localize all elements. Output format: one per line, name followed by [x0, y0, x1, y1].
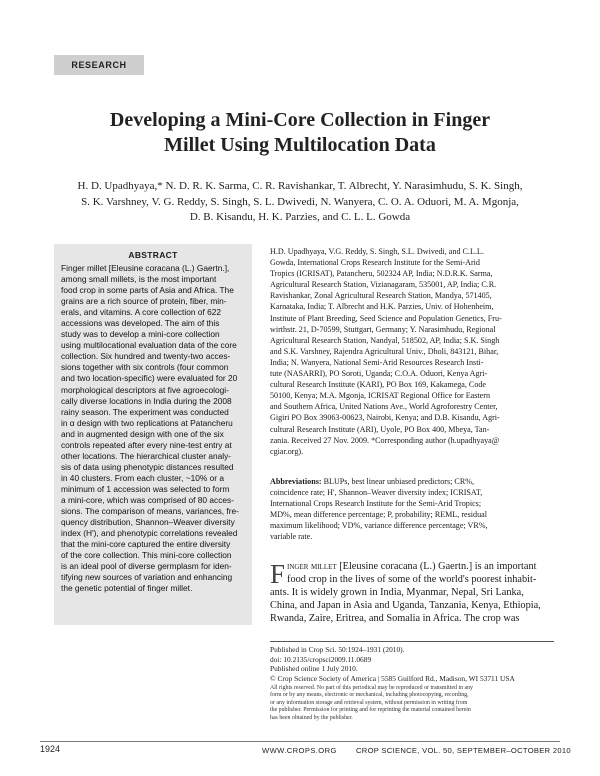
publication-info: Published in Crop Sci. 50:1924–1931 (2010). doi: 10.2135/cropsci2009.11.0689 Published online 1 July 2010. © Crop Science Society of America | 5585 Guilford Rd., Madison, WI 53711 USA [270, 641, 554, 683]
abbreviations-text: BLUPs, best linear unbiased predictors; CR%, coincidence rate; H′, Shannon–Weaver diversity index; ICRISAT, International Crops Research Institute for the Semi-Arid Tropics; MD%, mean difference percentage; P, probability; REML, residual maximum likelihood; VD%, variance difference percentage; VR%, variable rate. [270, 477, 488, 542]
title-line: Developing a Mini-Core Collection in Finger [109, 109, 491, 131]
author-affiliations: H.D. Upadhyaya, V.G. Reddy, S. Singh, S.L. Dwivedi, and C.L.L. Gowda, International Crops Research Institute for the Semi-Arid Tropics (ICRISAT), Patancheru, 502324 AP, India; N.D.R.K. Sarma, Agricultural Research Station, Vizianagaram, 535001, AP, India; C.R. Ravishankar, Zonal Agricultural Research Station, Mandya, 571405, Karnataka, India; T. Albrecht and H.K. Parzies, Univ. of Hohenheim, Institute of Plant Breeding, Seed Science and Population Genetics, Fru- wirthstr. 21, D-70599, Stuttgart, Germany; Y. Narasimhudu, Regional Agricultural Research Station, Nandyal, 518502, AP, India; S.K. Singh and S.K. Varshney, Rajendra Agricultural Univ., Dholi, 843121, Bihar, India; N. Wanyera, National Semi-Arid Resources Research Insti- tute (NASARRI), PO Soroti, Uganda; C.O.A. Oduori, Kenya Agri- cultural Research Institute (KARI), PO Box 169, Kakamega, Code 50100, Kenya; M.A. Mgonja, ICRISAT Regional Office for Eastern and Southern Africa, United Nations Ave., World Agroforestry Center, Gigiri PO Box 39063-00623, Nairobi, Kenya; and D.B. Kisandu, Agri- cultural Research Institute (ARI), Uyole, PO Box 400, Mbeya, Tan- zania. Received 27 Nov. 2009. *Corresponding author (h.upadhyaya@ cgiar.org). [270, 247, 502, 456]
journal-citation: CROP SCIENCE, VOL. 50, SEPTEMBER–OCTOBER 2010 [356, 746, 571, 755]
author-line: H. D. Upadhyaya,* N. D. R. K. Sarma, C. R. Ravishankar, T. Albrecht, Y. Narasimhudu, S. K. Singh, [77, 180, 523, 192]
footer-divider [40, 741, 560, 742]
author-line: D. B. Kisandu, H. K. Parzies, and C. L. L. Gowda [189, 211, 411, 223]
abbreviations-label: Abbreviations: [270, 477, 322, 486]
abstract-heading: ABSTRACT [128, 250, 178, 260]
intro-text: [Eleusine coracana (L.) Gaertn.] is an important food crop in the lives of some of the world's poorest inhabit- ants. It is widely grown in India, Myanmar, Nepal, Sri Lanka, China, and Japan in Asia and Uganda, Tanzania, Kenya, Ethiopia, Rwanda, Zaire, Eritrea, and Somalia in Africa. The crop was [270, 561, 541, 624]
abstract-box [54, 244, 252, 625]
introduction-paragraph [270, 561, 554, 626]
abstract-text: Finger millet [Eleusine coracana (L.) Gaertn.], among small millets, is the most important food crop in some parts of Asia and Africa. The grains are a rich source of protein, fiber, min- erals, and vitamins. A core collection of 622 accessions was developed. The aim of this study was to develop a mini-core collection using multilocational evaluation data of the core collection. Six hundred and twenty-two acces- sions together with six controls (four common and two location-specific) were evaluated for 20 morphological descriptors at five agroecologi- cally diverse locations in India during the 2008 rainy season. The experiment was conducted in α design with two replications at Patancheru and in augmented design with one of the six controls repeated after every nine-test entry at other locations. The hierarchical cluster analy- sis of data using phenotypic distances resulted in 40 clusters. From each cluster, ~10% or a minimum of 1 accession was selected to form a mini-core, which was comprised of 80 acces- sions. The comparison of means, variances, fre- quency distribution, Shannon–Weaver diversity index (H′), and phenotypic correlations revealed that the mini-core captured the entire diversity of the core collection. This mini-core collection is an ideal pool of diverse germplasm for iden- tifying new sources of variation and enhancing the genetic potential of finger millet. [61, 263, 239, 594]
intro-smallcaps: inger millet [287, 561, 337, 572]
abbreviations [270, 476, 554, 543]
title-line: Millet Using Multilocation Data [164, 134, 436, 156]
copyright-notice: All rights reserved. No part of this periodical may be reproduced or transmitted in any form or by any means, electronic or mechanical, including photocopying, recording, or any information storage and retrieval system, without permission in writing from the publisher. Permission for printing and for reprinting the material contained herein has been obtained by the publisher. [270, 685, 474, 721]
author-line: S. K. Varshney, V. G. Reddy, S. Singh, S. L. Dwivedi, N. Wanyera, C. O. A. Oduori, M. A. Mgonja, [81, 195, 519, 208]
journal-website-link[interactable]: WWW.CROPS.ORG [262, 746, 337, 755]
paper-title [40, 108, 560, 158]
drop-cap: F [270, 559, 286, 589]
section-label: RESEARCH [54, 55, 144, 75]
page-number: 1924 [40, 744, 61, 754]
author-list [40, 179, 560, 226]
